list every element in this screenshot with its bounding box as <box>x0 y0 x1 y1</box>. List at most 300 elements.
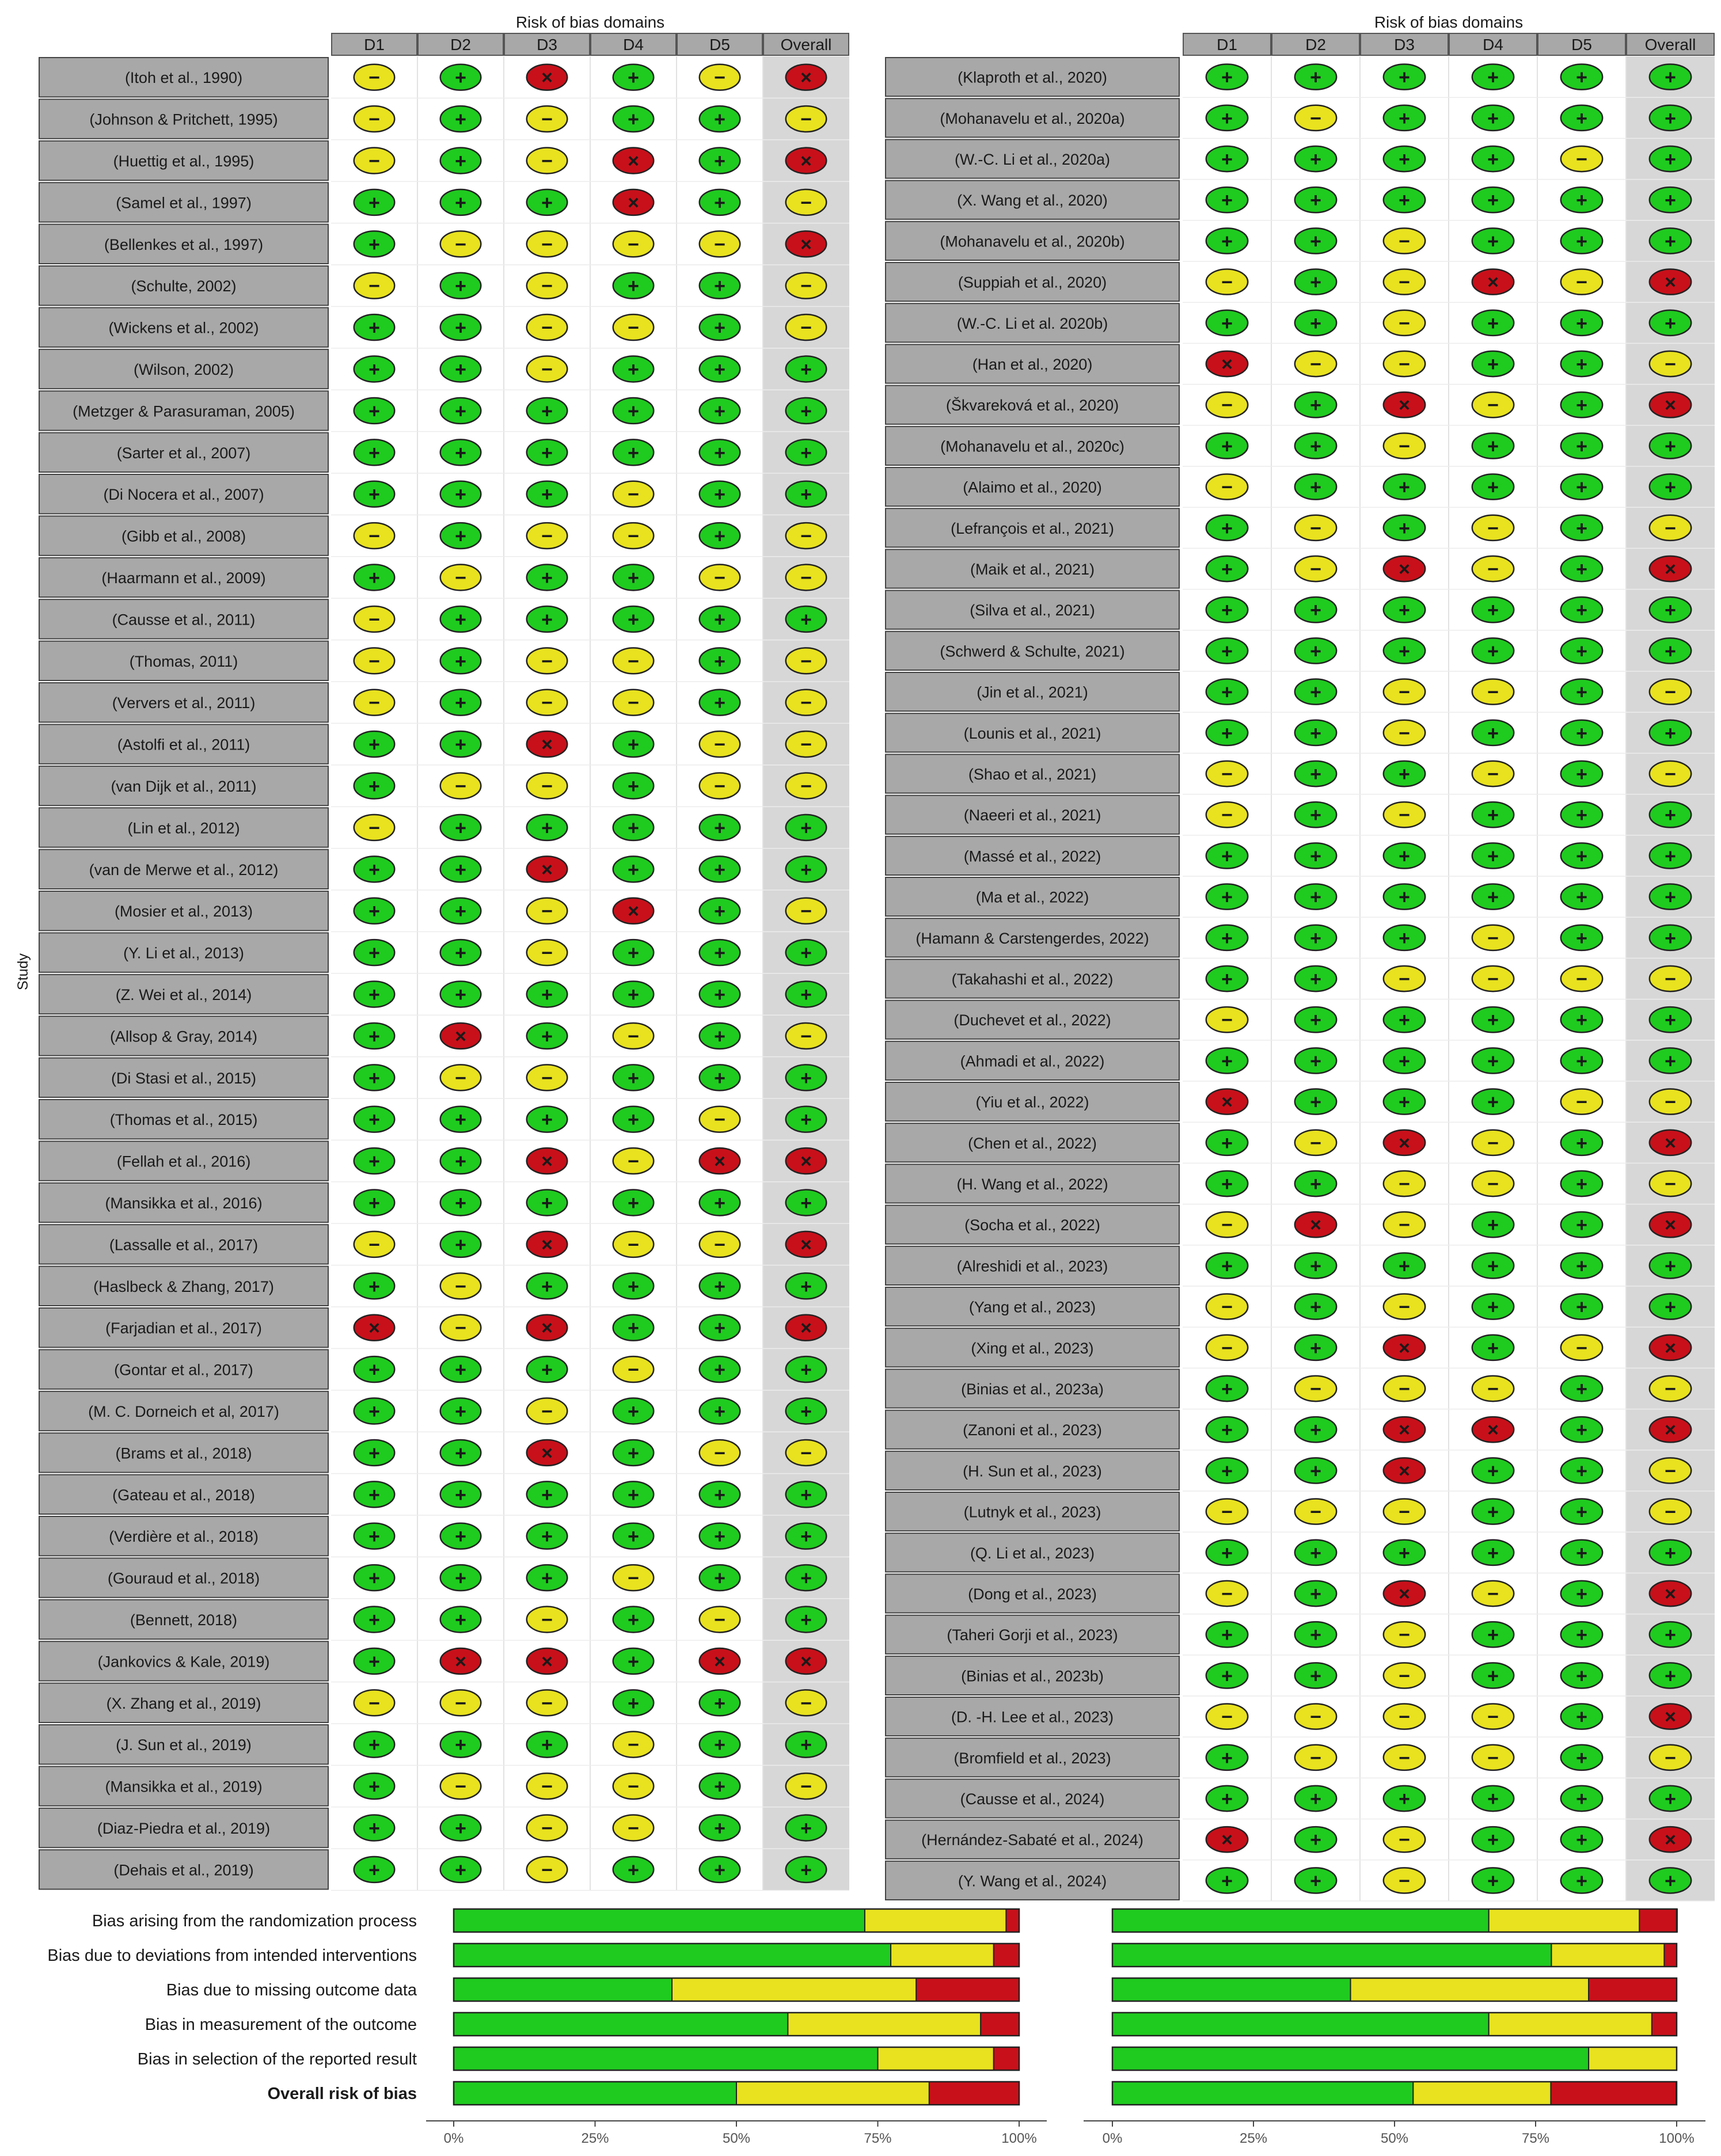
judgement-symbol: − <box>1665 1501 1676 1523</box>
judgement-symbol: − <box>1487 517 1499 539</box>
judgement-symbol: + <box>1399 107 1410 130</box>
judgement-symbol: × <box>1665 1419 1676 1442</box>
judgement-symbol: + <box>714 275 725 298</box>
judgement-symbol: − <box>1399 722 1410 744</box>
judgement-symbol: + <box>1310 271 1321 294</box>
judgement-symbol: + <box>1665 476 1676 499</box>
study-label: (Farjadian et al., 2017) <box>105 1320 262 1337</box>
study-label: (Mansikka et al., 2016) <box>105 1195 263 1212</box>
judgement-symbol: − <box>714 775 725 797</box>
judgement-symbol: + <box>628 775 639 797</box>
judgement-symbol: + <box>628 1442 639 1465</box>
study-label: (Fellah et al., 2016) <box>116 1153 251 1170</box>
judgement-symbol: + <box>800 942 812 964</box>
study-label: (Mohanavelu et al., 2020b) <box>940 233 1125 250</box>
judgement-symbol: + <box>1487 845 1499 868</box>
judgement-symbol: − <box>800 525 812 547</box>
judgement-symbol: + <box>1310 149 1321 170</box>
judgement-symbol: + <box>455 650 466 672</box>
bar-segment-low <box>1112 1978 1351 2001</box>
judgement-symbol: − <box>1399 1214 1410 1237</box>
summary-bar-chart-left <box>426 1909 1047 2146</box>
judgement-symbol: − <box>455 233 466 256</box>
judgement-symbol: − <box>1487 1132 1499 1154</box>
judgement-symbol: − <box>628 1150 639 1173</box>
judgement-symbol: + <box>1487 1337 1499 1359</box>
judgement-symbol: − <box>800 650 812 672</box>
judgement-symbol: + <box>368 359 380 381</box>
judgement-symbol: + <box>1221 845 1233 868</box>
study-label: (Lassalle et al., 2017) <box>109 1236 259 1254</box>
judgement-symbol: × <box>800 1150 812 1173</box>
judgement-symbol: + <box>1310 230 1321 253</box>
judgement-symbol: × <box>1487 271 1499 294</box>
judgement-symbol: + <box>455 1442 466 1465</box>
judgement-symbol: − <box>368 1692 380 1714</box>
judgement-symbol: × <box>541 858 553 881</box>
judgement-symbol: × <box>1310 1214 1321 1237</box>
judgement-symbol: − <box>541 650 553 672</box>
judgement-symbol: + <box>455 484 466 506</box>
judgement-symbol: − <box>800 1442 812 1465</box>
judgement-symbol: + <box>1310 1542 1321 1564</box>
bar-segment-low <box>454 2082 736 2105</box>
judgement-symbol: + <box>455 1817 466 1839</box>
judgement-symbol: − <box>628 1567 639 1590</box>
judgement-symbol: + <box>455 1526 466 1548</box>
study-label: (Dehais et al., 2019) <box>113 1861 254 1879</box>
judgement-symbol: + <box>628 1192 639 1214</box>
study-label: (Alaimo et al., 2020) <box>963 478 1102 496</box>
judgement-symbol: − <box>541 775 553 797</box>
judgement-symbol: + <box>1576 66 1587 89</box>
judgement-symbol: + <box>1576 1460 1587 1482</box>
judgement-symbol: − <box>368 1234 380 1256</box>
bar-segment-high <box>929 2082 1019 2105</box>
judgement-symbol: − <box>1576 1337 1587 1359</box>
judgement-symbol: + <box>1310 886 1321 908</box>
judgement-symbol: − <box>628 1817 639 1839</box>
x-tick-label: 50% <box>1380 2131 1409 2146</box>
study-label: (Metzger & Parasuraman, 2005) <box>73 402 295 420</box>
judgement-symbol: + <box>1221 312 1233 334</box>
judgement-symbol: + <box>628 1609 639 1631</box>
bar-segment-low <box>1112 2047 1589 2070</box>
study-label: (Bennett, 2018) <box>130 1611 238 1629</box>
judgement-symbol: + <box>714 984 725 1006</box>
judgement-symbol: + <box>1576 1583 1587 1605</box>
study-label: (Taheri Gorji et al., 2023) <box>947 1626 1118 1644</box>
judgement-symbol: − <box>541 1817 553 1839</box>
judgement-symbol: − <box>1576 1091 1587 1113</box>
judgement-symbol: + <box>1221 107 1233 130</box>
judgement-symbol: + <box>455 67 466 89</box>
judgement-symbol: − <box>541 942 553 964</box>
judgement-symbol: + <box>714 650 725 672</box>
judgement-symbol: − <box>1576 968 1587 990</box>
judgement-symbol: + <box>1310 189 1321 212</box>
study-label: (Lefrançois et al., 2021) <box>951 519 1114 537</box>
judgement-symbol: + <box>1399 599 1410 622</box>
judgement-symbol: + <box>628 1526 639 1548</box>
column-header-d2: D2 <box>450 36 471 54</box>
judgement-symbol: + <box>800 1401 812 1423</box>
judgement-symbol: + <box>714 1359 725 1381</box>
study-label: (Haslbeck & Zhang, 2017) <box>93 1277 274 1295</box>
judgement-symbol: − <box>800 1692 812 1714</box>
study-label: (Yiu et al., 2022) <box>975 1093 1089 1111</box>
judgement-symbol: + <box>1576 1870 1587 1892</box>
judgement-symbol: − <box>1399 435 1410 458</box>
judgement-symbol: + <box>628 359 639 381</box>
study-label: (Schulte, 2002) <box>131 277 237 295</box>
bar-segment-some-concerns <box>788 2013 981 2036</box>
judgement-symbol: + <box>1576 1501 1587 1523</box>
study-label: (H. Sun et al., 2023) <box>963 1462 1102 1480</box>
judgement-symbol: − <box>1665 1378 1676 1400</box>
judgement-symbol: − <box>455 1775 466 1798</box>
judgement-symbol: + <box>1576 1624 1587 1647</box>
study-label: (Lin et al., 2012) <box>127 819 240 837</box>
judgement-symbol: + <box>368 1526 380 1548</box>
judgement-symbol: + <box>1576 599 1587 622</box>
judgement-symbol: + <box>368 858 380 881</box>
judgement-symbol: × <box>455 1651 466 1673</box>
study-label: (M. C. Dorneich et al, 2017) <box>88 1403 279 1420</box>
judgement-symbol: × <box>455 1025 466 1048</box>
judgement-symbol: × <box>1665 394 1676 417</box>
judgement-symbol: + <box>1221 149 1233 170</box>
judgement-symbol: × <box>541 733 553 756</box>
judgement-symbol: + <box>1221 230 1233 253</box>
judgement-symbol: × <box>800 1234 812 1256</box>
judgement-symbol: × <box>1221 1091 1233 1113</box>
judgement-symbol: + <box>628 275 639 298</box>
judgement-symbol: + <box>1310 66 1321 89</box>
judgement-symbol: × <box>1665 271 1676 294</box>
study-label: (Massé et al., 2022) <box>963 847 1101 865</box>
judgement-symbol: − <box>1399 804 1410 827</box>
column-header-d2: D2 <box>1305 36 1326 54</box>
bar-segment-some-concerns <box>1413 2082 1551 2105</box>
study-label: (D. -H. Lee et al., 2023) <box>951 1708 1114 1726</box>
bar-segment-high <box>994 1944 1019 1967</box>
judgement-symbol: − <box>1221 1583 1233 1605</box>
judgement-symbol: × <box>541 1442 553 1465</box>
judgement-symbol: + <box>368 1192 380 1214</box>
study-label: (Thomas, 2011) <box>129 652 238 670</box>
judgement-symbol: + <box>455 817 466 839</box>
judgement-symbol: + <box>1221 1255 1233 1277</box>
judgement-symbol: + <box>1665 845 1676 868</box>
judgement-symbol: + <box>368 1401 380 1423</box>
bar-segment-some-concerns <box>1589 2047 1677 2070</box>
study-label: (Samel et al., 1997) <box>116 194 252 212</box>
judgement-symbol: × <box>1665 1706 1676 1728</box>
judgement-symbol: + <box>455 733 466 756</box>
x-tick-label: 100% <box>1659 2131 1695 2146</box>
study-label: (Sarter et al., 2007) <box>116 444 251 462</box>
judgement-symbol: + <box>714 1275 725 1298</box>
judgement-symbol: + <box>1310 845 1321 868</box>
bar-segment-high <box>981 2013 1019 2036</box>
judgement-symbol: + <box>541 1484 553 1506</box>
judgement-symbol: + <box>1221 968 1233 990</box>
judgement-symbol: − <box>628 233 639 256</box>
judgement-symbol: − <box>541 900 553 923</box>
study-label: (Maik et al., 2021) <box>970 561 1095 578</box>
judgement-symbol: × <box>800 1317 812 1340</box>
judgement-symbol: + <box>714 1734 725 1756</box>
judgement-symbol: + <box>541 1359 553 1381</box>
study-label: (Binias et al., 2023b) <box>961 1667 1104 1685</box>
study-label: (Mohanavelu et al., 2020a) <box>940 109 1125 127</box>
judgement-symbol: − <box>628 1025 639 1048</box>
judgement-symbol: + <box>714 1526 725 1548</box>
judgement-symbol: + <box>1576 189 1587 212</box>
judgement-symbol: + <box>1310 1296 1321 1318</box>
judgement-symbol: × <box>628 192 639 214</box>
x-tick-label: 75% <box>864 2131 892 2146</box>
judgement-symbol: − <box>1399 1173 1410 1195</box>
judgement-symbol: + <box>1487 1050 1499 1073</box>
judgement-symbol: + <box>1310 1870 1321 1892</box>
judgement-symbol: + <box>714 1817 725 1839</box>
judgement-symbol: + <box>455 525 466 547</box>
judgement-symbol: + <box>1576 722 1587 744</box>
judgement-symbol: + <box>628 1109 639 1131</box>
judgement-symbol: − <box>1221 1296 1233 1318</box>
judgement-symbol: + <box>800 1859 812 1881</box>
judgement-symbol: + <box>1399 763 1410 785</box>
judgement-symbol: + <box>714 1859 725 1881</box>
study-label: (Hamann & Carstengerdes, 2022) <box>915 929 1149 947</box>
bar-segment-some-concerns <box>1551 1944 1664 1967</box>
bar-segment-high <box>1652 2013 1677 2036</box>
judgement-symbol: + <box>1576 1296 1587 1318</box>
study-label: (H. Wang et al., 2022) <box>956 1176 1108 1193</box>
judgement-symbol: + <box>714 108 725 131</box>
judgement-symbol: × <box>800 150 812 172</box>
judgement-symbol: + <box>714 1192 725 1214</box>
judgement-symbol: + <box>1399 927 1410 949</box>
judgement-symbol: + <box>714 1484 725 1506</box>
judgement-symbol: + <box>1221 1050 1233 1073</box>
x-tick-label: 0% <box>443 2131 464 2146</box>
bar-segment-high <box>1639 1909 1677 1932</box>
judgement-symbol: × <box>1665 558 1676 580</box>
judgement-symbol: + <box>455 900 466 923</box>
column-header-d3: D3 <box>1394 36 1415 54</box>
judgement-symbol: × <box>800 67 812 89</box>
judgement-symbol: − <box>1487 968 1499 990</box>
column-header-d1: D1 <box>1217 36 1237 54</box>
judgement-symbol: + <box>1399 1255 1410 1277</box>
judgement-symbol: + <box>541 567 553 589</box>
judgement-symbol: + <box>800 858 812 881</box>
judgement-symbol: − <box>1310 107 1321 130</box>
judgement-symbol: + <box>455 1859 466 1881</box>
judgement-symbol: + <box>714 1775 725 1798</box>
judgement-symbol: + <box>1310 1009 1321 1032</box>
judgement-symbol: + <box>628 1275 639 1298</box>
judgement-symbol: − <box>1487 1706 1499 1728</box>
judgement-symbol: + <box>1576 1214 1587 1237</box>
judgement-symbol: + <box>714 400 725 423</box>
judgement-symbol: + <box>800 1817 812 1839</box>
judgement-symbol: × <box>1399 1337 1410 1359</box>
judgement-symbol: − <box>541 692 553 714</box>
judgement-symbol: + <box>455 359 466 381</box>
judgement-symbol: − <box>800 317 812 339</box>
judgement-symbol: + <box>628 1651 639 1673</box>
judgement-symbol: + <box>800 1275 812 1298</box>
judgement-symbol: × <box>1399 558 1410 580</box>
judgement-symbol: − <box>1399 1378 1410 1400</box>
judgement-symbol: + <box>714 442 725 464</box>
judgement-symbol: + <box>714 1401 725 1423</box>
judgement-symbol: + <box>800 359 812 381</box>
judgement-symbol: + <box>1576 845 1587 868</box>
study-label: (Mansikka et al., 2019) <box>105 1778 263 1796</box>
judgement-symbol: + <box>1221 558 1233 580</box>
study-label: (Jankovics & Kale, 2019) <box>97 1653 270 1671</box>
judgement-symbol: + <box>1576 353 1587 375</box>
judgement-symbol: + <box>714 942 725 964</box>
judgement-symbol: − <box>1399 1747 1410 1769</box>
column-header-d1: D1 <box>364 36 385 54</box>
judgement-symbol: + <box>628 1401 639 1423</box>
judgement-symbol: + <box>1310 435 1321 458</box>
judgement-symbol: + <box>714 609 725 631</box>
judgement-symbol: − <box>714 733 725 756</box>
judgement-symbol: + <box>628 1484 639 1506</box>
judgement-symbol: − <box>1221 763 1233 785</box>
judgement-symbol: + <box>628 858 639 881</box>
judgement-symbol: + <box>368 1442 380 1465</box>
judgement-symbol: + <box>714 359 725 381</box>
judgement-symbol: − <box>541 317 553 339</box>
judgement-symbol: × <box>714 1651 725 1673</box>
judgement-symbol: × <box>1665 1337 1676 1359</box>
judgement-symbol: + <box>1576 1542 1587 1564</box>
judgement-symbol: + <box>541 609 553 631</box>
judgement-symbol: + <box>1310 1583 1321 1605</box>
judgement-symbol: + <box>1310 681 1321 704</box>
judgement-symbol: + <box>455 1150 466 1173</box>
bar-segment-high <box>916 1978 1019 2001</box>
judgement-symbol: − <box>1487 763 1499 785</box>
judgement-symbol: + <box>1576 1665 1587 1687</box>
summary-bar-chart-right <box>1084 1909 1705 2146</box>
judgement-symbol: + <box>1487 1255 1499 1277</box>
judgement-symbol: + <box>1487 149 1499 170</box>
judgement-symbol: − <box>1487 1378 1499 1400</box>
judgement-symbol: − <box>368 817 380 839</box>
judgement-symbol: + <box>1221 681 1233 704</box>
judgement-symbol: + <box>1310 722 1321 744</box>
judgement-symbol: × <box>368 1317 380 1340</box>
judgement-symbol: + <box>1576 1050 1587 1073</box>
judgement-symbol: + <box>1487 107 1499 130</box>
bar-segment-high <box>1589 1978 1677 2001</box>
judgement-symbol: × <box>1399 1419 1410 1442</box>
judgement-symbol: − <box>455 1275 466 1298</box>
study-label: (Mosier et al., 2013) <box>114 903 253 921</box>
judgement-symbol: + <box>1399 1788 1410 1810</box>
judgement-symbol: + <box>1310 1255 1321 1277</box>
judgement-symbol: − <box>455 1067 466 1089</box>
judgement-symbol: + <box>368 1484 380 1506</box>
study-label: (Y. Wang et al., 2024) <box>958 1872 1107 1890</box>
judgement-symbol: + <box>1576 681 1587 704</box>
study-axis-label: Study <box>15 953 31 990</box>
judgement-symbol: + <box>368 1567 380 1590</box>
judgement-symbol: − <box>455 567 466 589</box>
judgement-symbol: + <box>1665 1009 1676 1032</box>
judgement-symbol: × <box>541 1317 553 1340</box>
judgement-symbol: + <box>1487 189 1499 212</box>
judgement-symbol: + <box>1576 435 1587 458</box>
judgement-symbol: + <box>800 1484 812 1506</box>
judgement-symbol: − <box>714 1234 725 1256</box>
judgement-symbol: + <box>800 1609 812 1631</box>
judgement-symbol: − <box>800 775 812 797</box>
judgement-symbol: + <box>1487 66 1499 89</box>
judgement-symbol: − <box>714 233 725 256</box>
judgement-symbol: + <box>455 1234 466 1256</box>
judgement-symbol: + <box>1576 476 1587 499</box>
judgement-symbol: + <box>628 817 639 839</box>
judgement-symbol: + <box>1576 1829 1587 1851</box>
judgement-symbol: − <box>1399 312 1410 334</box>
judgement-symbol: − <box>541 1609 553 1631</box>
bar-segment-low <box>454 2047 878 2070</box>
judgement-symbol: − <box>541 108 553 131</box>
judgement-symbol: − <box>714 1442 725 1465</box>
judgement-symbol: + <box>1665 722 1676 744</box>
study-label: (Gateau et al., 2018) <box>112 1486 255 1504</box>
study-label: (Wilson, 2002) <box>133 361 234 378</box>
judgement-symbol: + <box>1310 1419 1321 1442</box>
judgement-symbol: + <box>1576 1706 1587 1728</box>
judgement-symbol: + <box>455 150 466 172</box>
judgement-symbol: − <box>1221 394 1233 417</box>
judgement-symbol: − <box>628 1359 639 1381</box>
study-label: (Huettig et al., 1995) <box>113 153 254 170</box>
judgement-symbol: + <box>1310 1091 1321 1113</box>
judgement-symbol: + <box>368 233 380 256</box>
judgement-symbol: − <box>714 1609 725 1631</box>
judgement-symbol: + <box>628 400 639 423</box>
judgement-symbol: + <box>1221 189 1233 212</box>
bar-segment-low <box>454 1909 865 1932</box>
judgement-symbol: − <box>541 1692 553 1714</box>
judgement-symbol: × <box>1665 1829 1676 1851</box>
judgement-symbol: + <box>541 1734 553 1756</box>
judgement-symbol: × <box>541 1234 553 1256</box>
judgement-symbol: + <box>714 1317 725 1340</box>
judgement-symbol: + <box>1399 1050 1410 1073</box>
judgement-symbol: − <box>1665 1460 1676 1482</box>
judgement-symbol: + <box>1576 517 1587 539</box>
judgement-symbol: + <box>1310 968 1321 990</box>
judgement-symbol: + <box>1576 763 1587 785</box>
judgement-symbol: + <box>1576 1788 1587 1810</box>
judgement-symbol: + <box>800 1067 812 1089</box>
study-label: (Binias et al., 2023a) <box>961 1381 1104 1398</box>
judgement-symbol: + <box>1487 886 1499 908</box>
